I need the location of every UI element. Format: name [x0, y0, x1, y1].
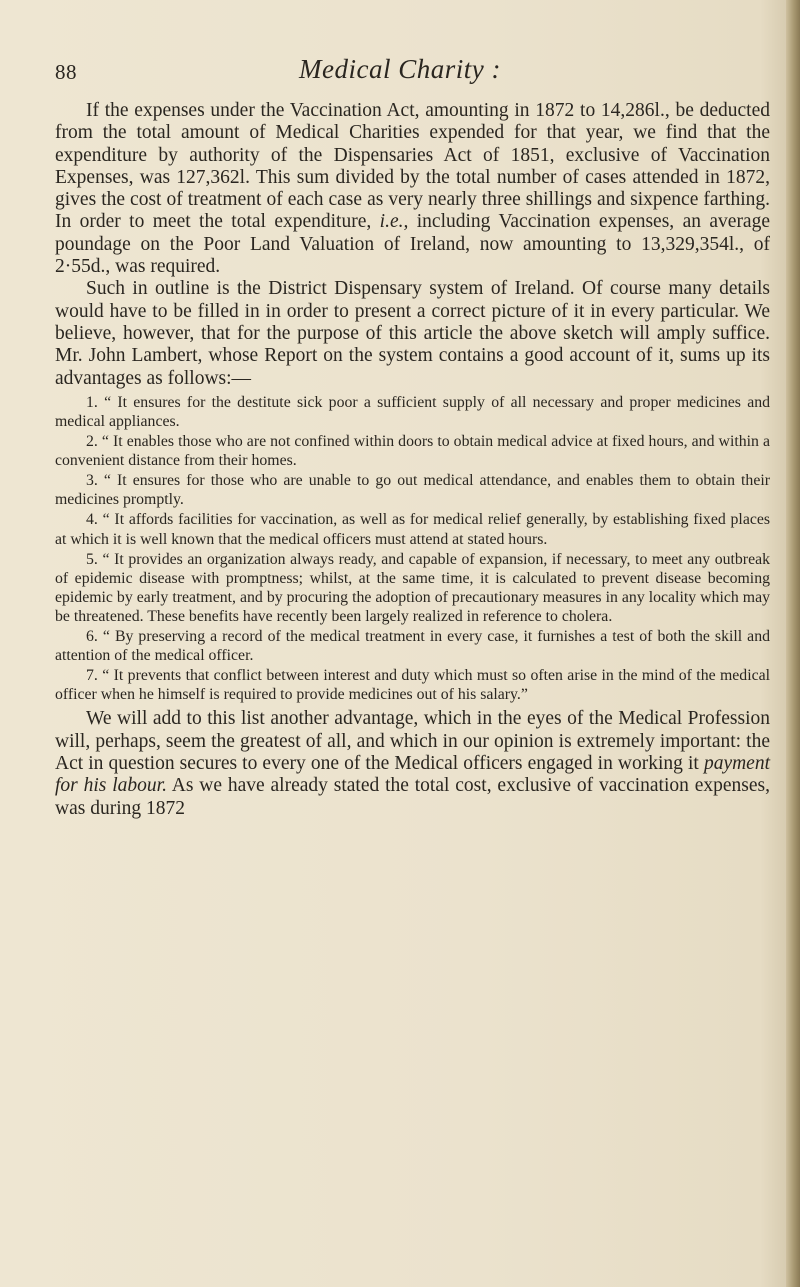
paragraph-text: As we have already stated the total cost, exclusive of vaccination expenses, was during 1872 [55, 775, 771, 819]
page-edge [786, 0, 800, 1287]
list-item: 4. “ It affords facilities for vaccination, as well as for medical relief generally, by establishing fixed places at which it is well known that the medical officers must attend at stated hours. [55, 511, 770, 548]
paragraph-text: including Vaccination expenses, an average poundage on the Poor Land Valuation of Ireland, now amounting to 13,329,354l., of 2·55d., was required. [55, 211, 770, 278]
list-item: 3. “ It ensures for those who are unable to go out medical attendance, and enables them to obtain their medicines promptly. [55, 472, 770, 509]
paragraph-additional-advantage [55, 708, 770, 819]
page-number: 88 [55, 60, 77, 84]
paragraph-expenditure [55, 100, 770, 278]
italic-text: payment for his labour. [55, 752, 770, 797]
paragraph-system-outline: Such in outline is the District Dispensary system of Ireland. Of course many details would have to be filled in in order to present a correct picture of it in every particular. We believe, however, that for the purpose of this article the above sketch will amply suffice. Mr. John Lambert, whose Report on the system contains a good account of it, sums up its advantages as follows:— [55, 278, 770, 389]
list-item: 5. “ It provides an organization always ready, and capable of expansion, if necessary, to meet any outbreak of epidemic disease with promptness; whilst, at the same time, it is calculated to prevent disease becoming epidemic by early treatment, and by procuring the adoption of precautionary measures in any locality which may be threatened. These benefits have recently been largely realized in reference to cholera. [55, 550, 770, 625]
paragraph-text: If the expenses under the Vaccination Act, amounting in 1872 to 14,286l., be deducted from the total amount of Medical Charities expended for that year, we find that the expenditure by authority of the Dispensaries Act of 1851, exclusive of Vaccination Expenses, was 127,362l. This sum divided by the total number of cases attended in 1872, gives the cost of treatment of each case as very nearly three shillings and sixpence farthing. In order to meet the total expenditure, [55, 100, 770, 233]
italic-text: i.e., [379, 211, 409, 233]
page-header [0, 52, 800, 92]
body-text [55, 100, 770, 820]
list-item: 7. “ It prevents that conflict between interest and duty which must so often arise in the mind of the medical officer when he himself is required to provide medicines out of his salary.” [55, 667, 770, 704]
list-item: 1. “ It ensures for the destitute sick poor a sufficient supply of all necessary and proper medicines and medical appliances. [55, 393, 770, 430]
running-title: Medical Charity : [299, 54, 501, 84]
paragraph-text: We will add to this list another advantage, which in the eyes of the Medical Profession will, perhaps, seem the greatest of all, and which in our opinion is extremely important: the Act in question secures to every one of the Medical officers engaged in working it [55, 708, 770, 774]
list-item: 2. “ It enables those who are not confined within doors to obtain medical advice at fixed hours, and within a convenient distance from their homes. [55, 433, 770, 470]
list-item: 6. “ By preserving a record of the medical treatment in every case, it furnishes a test of both the skill and attention of the medical officer. [55, 627, 770, 665]
